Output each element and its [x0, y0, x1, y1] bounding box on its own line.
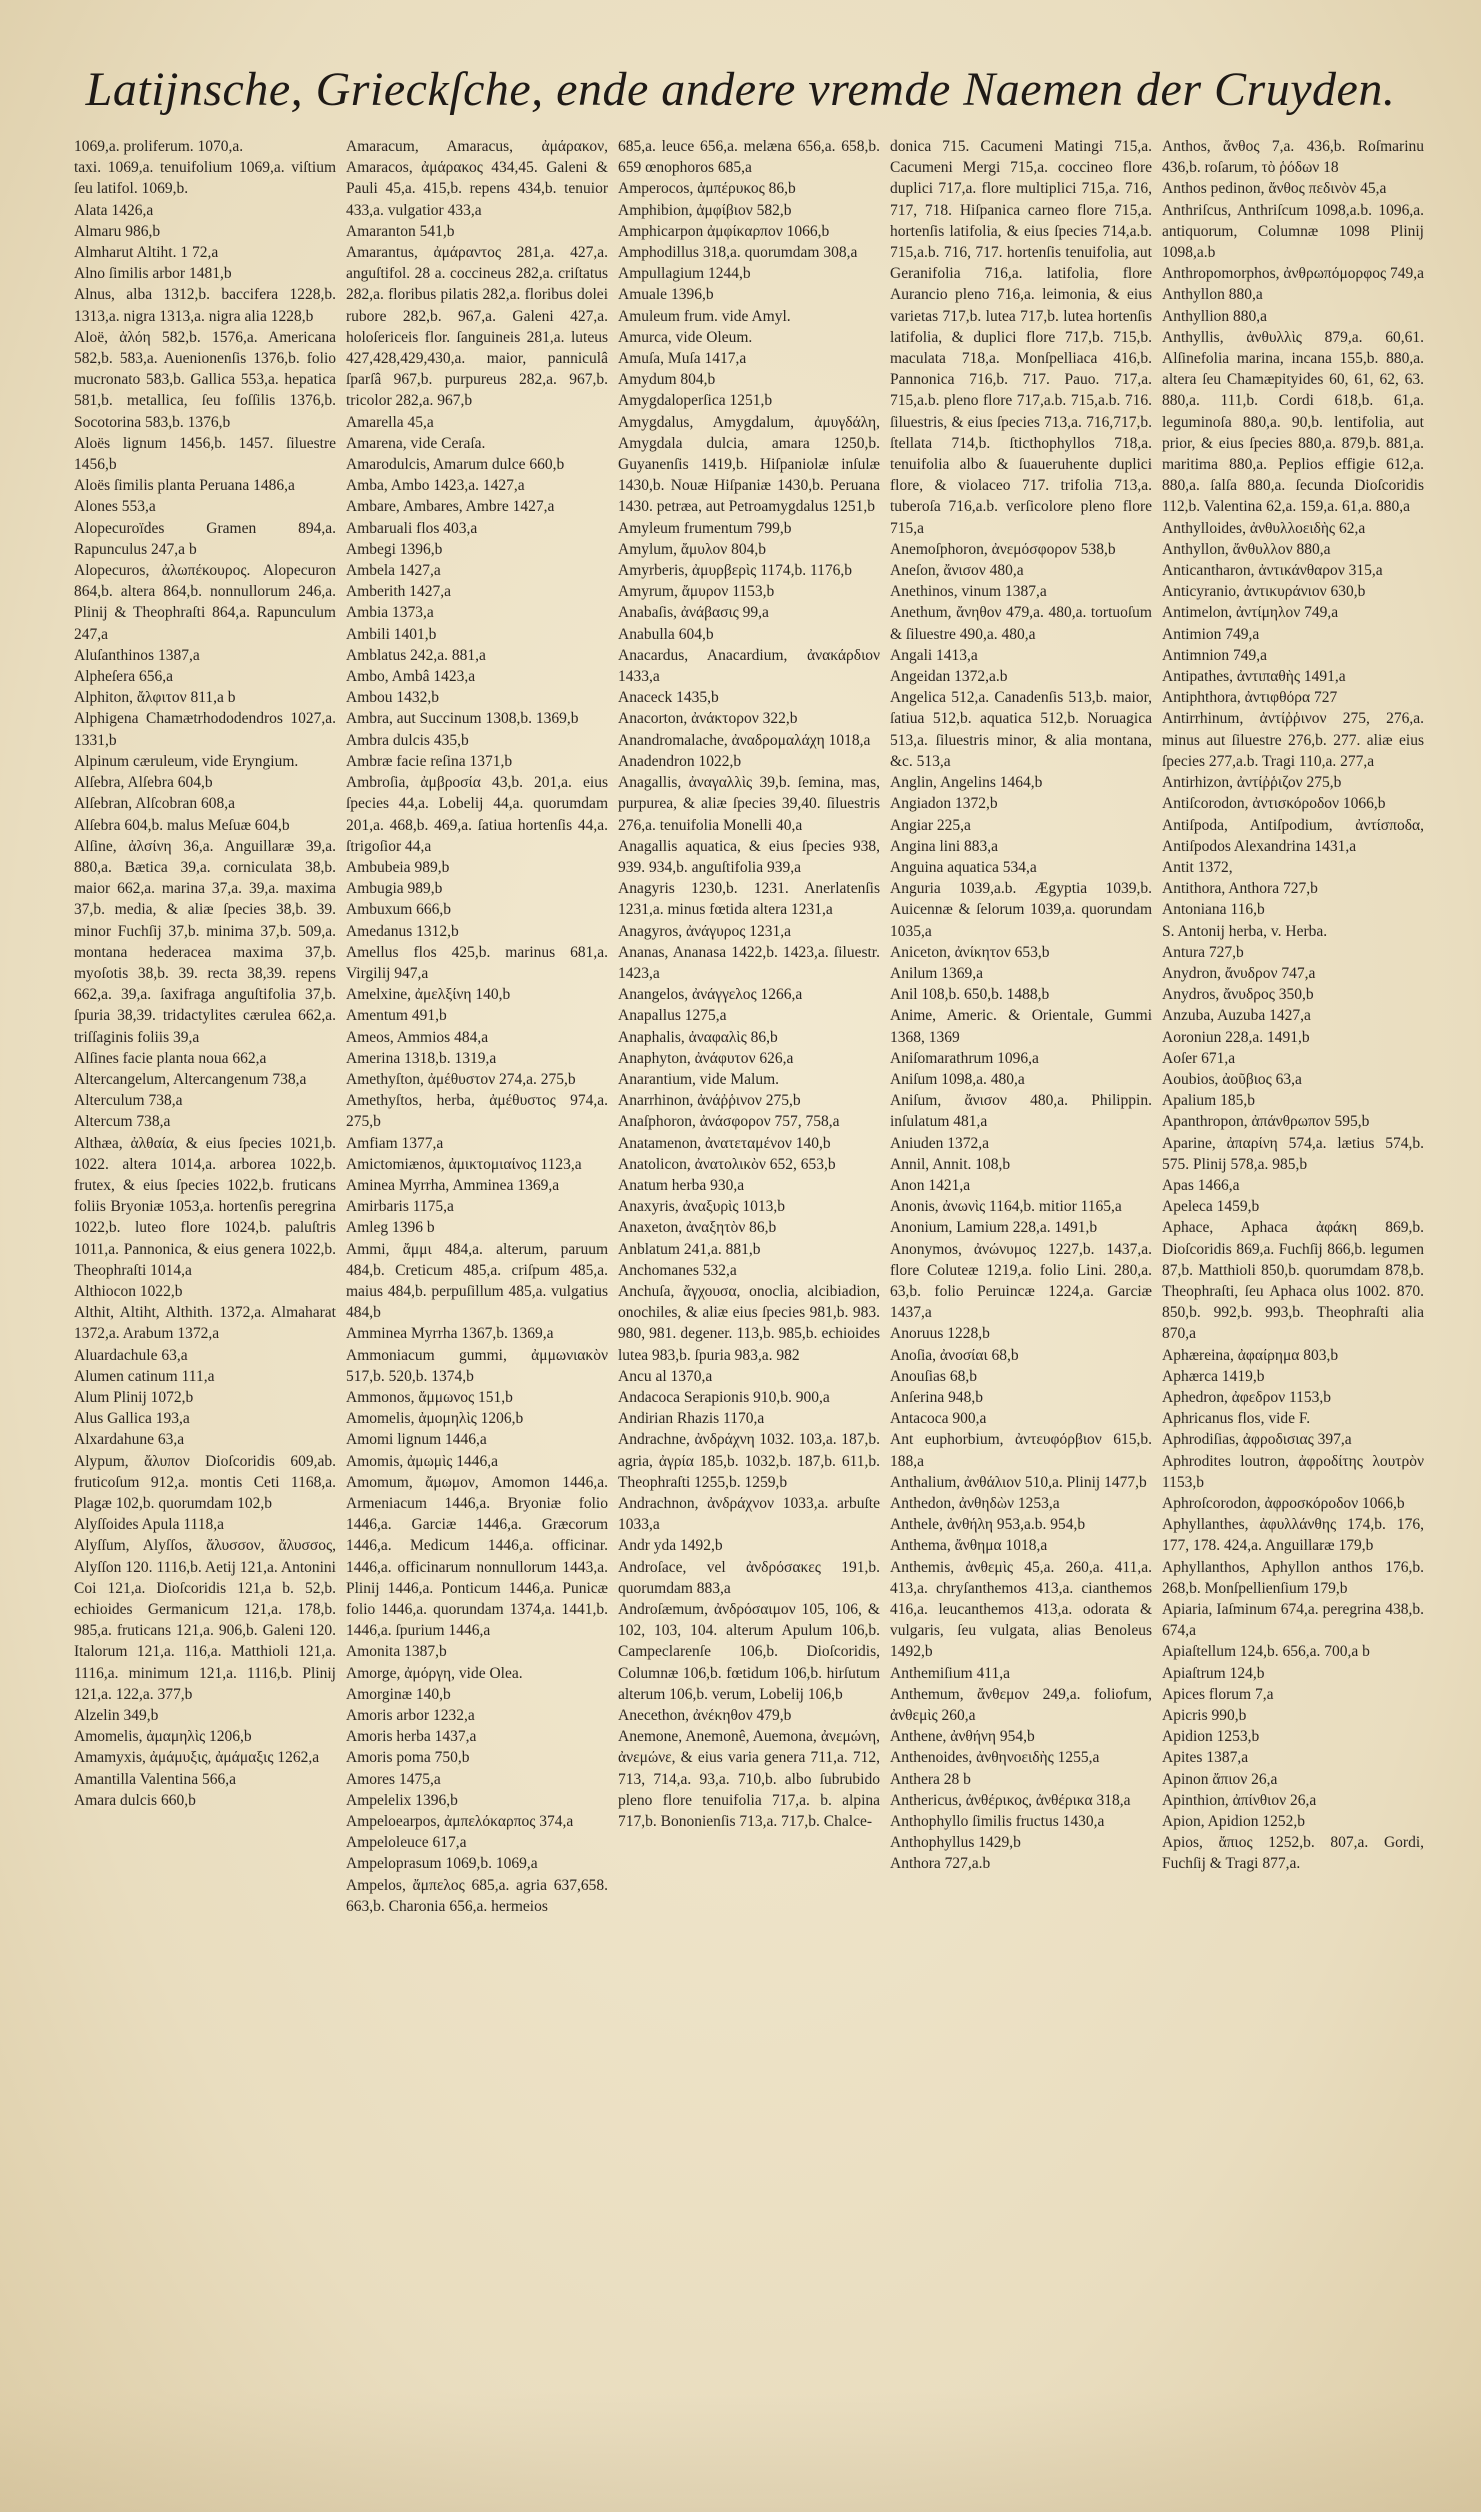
index-entry: Anthene, ἀνθήνη 954,b [890, 1728, 1035, 1746]
index-entry: Aniſum 1098,a. 480,a [890, 1070, 1025, 1088]
index-column-1 [74, 136, 336, 2366]
index-entry: Amaranton 541,b [346, 222, 455, 240]
index-entry: Amoris poma 750,b [346, 1749, 470, 1767]
index-entry: Aphærca 1419,b [1162, 1367, 1265, 1385]
index-entry: Anthora 727,a.b [890, 1855, 991, 1873]
index-entry: Aphrodites loutron, ἀφροδίτης λουτρὸν 1153,b [1162, 1452, 1424, 1491]
index-entry: Anonium, Lamium 228,a. 1491,b [890, 1219, 1098, 1237]
index-entry: Anglin, Angelins 1464,b [890, 774, 1043, 792]
index-entry: Amomi lignum 1446,a [346, 1431, 487, 1449]
index-entry: Antithora, Anthora 727,b [1162, 880, 1318, 898]
index-entry: Annil, Annit. 108,b [890, 1155, 1011, 1173]
index-entry: Antiphthora, ἀντιφθόρα 727 [1162, 689, 1338, 707]
index-entry: Alterculum 738,a [74, 1092, 183, 1110]
index-entry: Anthemiſium 411,a [890, 1664, 1010, 1682]
index-entry: Aniuden 1372,a [890, 1134, 990, 1152]
index-entry: Angali 1413,a [890, 646, 978, 664]
index-entry: Ammi, ἄμμι 484,a. alterum, paruum 484,b. Creticum 485,a. criſpum 485,a. maius 484,b. perpuſillum 485,a. vulgatius 484,b [346, 1240, 608, 1322]
index-entry: Ambroſia, ἀμβροσία 43,b. 201,a. eius ſpecies 44,a. Lobelij 44,a. quorumdam 201,a. 468,b. 469,a. ſatiua hortenſis 44,a. ſtrigoſior 44,a [346, 774, 608, 855]
index-entry: Amylum, ἄμυλον 804,b [618, 540, 766, 558]
index-entry: Ambegi 1396,b [346, 540, 443, 558]
index-entry: Alopecuros, ἀλωπέκουρος. Alopecuron 864,b. altera 864,b. nonnullorum 246,a. Plinij & Theophraſti 864,a. Rapunculum 247,a [74, 562, 336, 643]
index-entry: Antit 1372, [1162, 858, 1233, 876]
index-entry: Anthos pedinon, ἄνθος πεδινὸν 45,a [1162, 180, 1387, 198]
index-entry: Althit, Altiht, Althith. 1372,a. Almaharat 1372,a. Arabum 1372,a [74, 1304, 336, 1343]
index-entry: Amfiam 1377,a [346, 1134, 444, 1152]
index-entry: Anaſphoron, ἀνάσφορον 757, 758,a [618, 1113, 840, 1131]
index-entry: Anabaſis, ἀνάβασις 99,a [618, 604, 769, 622]
index-entry: Amarella 45,a [346, 413, 434, 431]
index-entry: Amamyxis, ἀμάμυξις, ἀμάμαξις 1262,a [74, 1749, 320, 1767]
index-entry: Anaphalis, ἀναφαλὶς 86,b [618, 1028, 778, 1046]
index-entry: Ancu al 1370,a [618, 1367, 713, 1385]
index-entry: Anethinos, vinum 1387,a [890, 583, 1047, 601]
index-entry: Aniceton, ἀνίκητον 653,b [890, 943, 1050, 961]
page-bottom-margin [0, 2392, 1481, 2512]
index-entry: Ammonos, ἄμμωνος 151,b [346, 1388, 513, 1406]
index-entry: Anzuba, Auzuba 1427,a [1162, 1007, 1311, 1025]
index-entry: Alſines facie planta noua 662,a [74, 1049, 267, 1067]
index-entry: Anthenoides, ἀνθηνοειδὴς 1255,a [890, 1749, 1100, 1767]
index-entry: Angeidan 1372,a.b [890, 668, 1008, 686]
index-entry: Anagyros, ἀνάγυρος 1231,a [618, 922, 792, 940]
index-entry: Anagallis, ἀναγαλλὶς 39,b. ſemina, mas, purpurea, & aliæ ſpecies 39,40. ſiluestris 276,a. tenuifolia Monelli 40,a [618, 774, 880, 834]
index-entry: Altercum 738,a [74, 1113, 171, 1131]
index-entry: Althæa, ἀλθαία, & eius ſpecies 1021,b. 1022. altera 1014,a. arborea 1022,b. frutex, & eius ſpecies 1022,b. fruticans foliis Bryoniæ 1053,a. hortenſis peregrina 1022,b. luteo flore 1024,b. paluſtris 1011,a. Pannonica, & eius genera 1022,b. Theophraſti 1014,a [74, 1134, 336, 1279]
index-entry: Antirrhinum, ἀντίῤῥινον 275, 276,a. minus aut ſiluestre 276,b. 277. aliæ eius ſpecies 277,a.b. Tragi 110,a. 277,a [1162, 710, 1424, 770]
index-entry: Alzelin 349,b [74, 1707, 159, 1725]
index-entry: Anagallis aquatica, & eius ſpecies 938, 939. 934,b. anguſtifolia 939,a [618, 837, 880, 876]
index-entry: Alyſſoides Apula 1118,a [74, 1516, 224, 1534]
index-entry: Amygdaloperſica 1251,b [618, 392, 773, 410]
index-entry: Anonis, ἀνωνὶς 1164,b. mitior 1165,a [890, 1198, 1122, 1216]
index-entry: Amara dulcis 660,b [74, 1791, 196, 1809]
index-entry: Aluſanthinos 1387,a [74, 646, 200, 664]
index-entry: Amomelis, ἀμομηλὶς 1206,b [346, 1410, 524, 1428]
index-entry: Ammoniacum gummi, ἀμμωνιακὸν 517,b. 520,b. 1374,b [346, 1346, 608, 1385]
index-entry: Amethyſton, ἀμέθυστον 274,a. 275,b [346, 1070, 576, 1088]
index-entry: Anacardus, Anacardium, ἀνακάρδιον 1433,a [618, 646, 880, 686]
index-entry: Ambia 1373,a [346, 604, 434, 622]
index-entry: Alſine, ἀλσίνη 36,a. Anguillaræ 39,a. 880,a. Bætica 39,a. corniculata 38,b. maior 662,a. marina 37,a. 39,a. maxima 37,b. media, & aliæ ſpecies 38,b. 39. minor Fuchſij 37,b. minima 37,b. 509,a. montana hederacea maxima 37,b. myoſotis 38,b. 39. recta 38,39. repens 662,a. 39,a. ſaxifraga anguſtifolia 37,b. ſpuria 38,39. tridactylites cærulea 662,a. triſſaginis foliis 39,a [74, 837, 336, 1046]
index-entry: Anangelos, ἀνάγγελος 1266,a [618, 986, 803, 1004]
index-entry: Anatum herba 930,a [618, 1176, 745, 1194]
index-entry: Anguria 1039,a.b. Ægyptia 1039,b. Auicennæ & ſelorum 1039,a. quorundam 1035,a [890, 880, 1152, 940]
index-entry: Amentum 491,b [346, 1007, 447, 1025]
index-entry: Andrachne, ἀνδράχνη 1032. 103,a. 187,b. agria, ἀγρία 185,b. 1032,b. 187,b. 611,b. Theophraſti 1255,b. 1259,b [618, 1431, 880, 1491]
index-entry: Anguina aquatica 534,a [890, 858, 1037, 876]
index-entry: Amminea Myrrha 1367,b. 1369,a [346, 1325, 554, 1343]
index-entry: Anthema, ἄνθημα 1018,a [890, 1537, 1048, 1555]
index-entry: Alno ſimilis arbor 1481,b [74, 265, 232, 283]
index-entry: Amyrberis, ἀμυρβερὶς 1174,b. 1176,b [618, 562, 853, 580]
index-entry: Alones 553,a [74, 498, 156, 516]
index-entry: Ambræ facie reſina 1371,b [346, 752, 513, 770]
index-entry: Ambaruali flos 403,a [346, 519, 478, 537]
index-entry: Anandromalache, ἀναδρομαλάχη 1018,a [618, 731, 871, 749]
index-entry: Anchomanes 532,a [618, 1261, 737, 1279]
index-entry: Ambou 1432,b [346, 689, 439, 707]
index-entry: Amarantus, ἀμάραντος 281,a. 427,a. anguſtifol. 28 a. coccineus 282,a. criſtatus 282,a. floribus pilatis 282,a. floribus dolei rubore 282,b. 967,a. Galeni 427,a. holoſericeis flor. ſanguineis 281,a. luteus 427,428,429,430,a. maior, panniculâ ſparſâ 967,b. purpureus 282,a. 967,b. tricolor 282,a. 967,b [346, 244, 608, 410]
index-entry: Alphigena Chamætrhododendros 1027,a. 1331,b [74, 710, 336, 749]
index-entry: Aniſomarathrum 1096,a [890, 1049, 1039, 1067]
index-entry: Antiſcorodon, ἀντισκόροδον 1066,b [1162, 795, 1386, 813]
index-entry: Amaracum, Amaracus, ἀμάρακον, Amaracos, ἀμάρακος 434,45. Galeni & Pauli 45,a. 415,b. repens 434,b. tenuior 433,a. vulgatior 433,a [346, 138, 608, 219]
index-entry: Anonymos, ἀνώνυμος 1227,b. 1437,a. flore Coluteæ 1219,a. folio Lini. 280,a. 63,b. folio Peruincæ 1224,a. Garciæ 1437,a [890, 1240, 1152, 1322]
index-entry: Anthyllon, ἄνθυλλον 880,a [1162, 540, 1331, 558]
index-entry: Ambela 1427,a [346, 562, 441, 580]
index-entry: Amomum, ἄμωμον, Amomon 1446,a. Armeniacum 1446,a. Bryoniæ folio 1446,a. Garciæ 1446,a. Græcorum 1446,a. Medicum 1446,a. officinar. 1446,a. officinarum nonnullorum 1443,a. Plinij 1446,a. Ponticum 1446,a. Punicæ folio 1446,a. quorundam 1374,a. 1441,b. 1446,a. ſpurium 1446,a [346, 1473, 608, 1640]
index-entry: Anthele, ἀνθήλη 953,a.b. 954,b [890, 1516, 1086, 1534]
index-entry: Anthophyllo ſimilis fructus 1430,a [890, 1813, 1105, 1831]
index-entry: Antiſpoda, Antiſpodium, ἀντίσποδα, Antiſpodos Alexandrina 1431,a [1162, 816, 1424, 855]
index-entry: Angelica 512,a. Canadenſis 513,b. maior, ſatiua 512,b. aquatica 512,b. Noruagica 513,a. ſiluestris minor, & alia montana, &c. 513,a [890, 689, 1152, 770]
index-entry: donica 715. Cacumeni Matingi 715,a. Cacumeni Mergi 715,a. coccineo flore duplici 717,a. flore multiplici 715,a. 716, 717, 718. Hiſpanica carneo flore 715,a. hortenſis latifolia, & eius ſpecies 714,a.b. 715,a.b. 716, 717. hortenſis tenuifolia, aut Geranifolia 716,a. latifolia, flore Aurancio pleno 716,a. leimonia, & eius varietas 717,b. lutea 717,b. lutea hortenſis latifolia, & duplici flore 717,b. 715,b. maculata 718,a. Monſpelliaca 416,b. Pannonica 716,b. 717. Pauo. 717,a. 715,a.b. pleno flore 717,a.b. 715,a.b. 716. ſiluestris, & eius ſpecies 713,a. 716,717,b. ſtellata 714,b. ſticthophyllos 718,a. tenuifolia albo & ſuaueruhente duplici flore, & violaceo 717. trifolia 713,a. tuberoſa 716,a.b. verſicolore pleno flore 715,a [890, 138, 1152, 537]
index-entry: Anaxyris, ἀναξυρὶς 1013,b [618, 1198, 785, 1216]
index-entry: Aphyllanthos, Aphyllon anthos 176,b. 268,b. Monſpellienſium 179,b [1162, 1558, 1424, 1597]
index-entry: Amphicarpon ἀμφίκαρπον 1066,b [618, 222, 830, 240]
index-entry: Anacorton, ἀνάκτορον 322,b [618, 710, 798, 728]
index-entry: Amerina 1318,b. 1319,a [346, 1049, 497, 1067]
index-entry: Aneſon, ἄνισον 480,a [890, 562, 1024, 580]
index-column-3 [618, 136, 880, 2366]
index-entry: Anydron, ἄνυδρον 747,a [1162, 964, 1316, 982]
index-entry: Aluardachule 63,a [74, 1346, 188, 1364]
index-entry: Aphæreina, ἀφαίρημα 803,b [1162, 1346, 1339, 1364]
index-entry: Ampelos, ἄμπελος 685,a. agria 637,658. 663,b. Charonia 656,a. hermeios [346, 1876, 608, 1915]
index-entry: Almaru 986,b [74, 222, 161, 240]
index-entry: Amethyſtos, herba, ἀμέθυστος 974,a. 275,b [346, 1092, 608, 1131]
index-entry: Antipathes, ἀντιπαθὴς 1491,a [1162, 668, 1346, 686]
index-entry: Aphricanus flos, vide F. [1162, 1410, 1311, 1428]
index-entry: Alxardahune 63,a [74, 1431, 185, 1449]
index-entry: Anatolicon, ἀνατολικὸν 652, 653,b [618, 1155, 836, 1173]
index-entry: Apios, ἄπιος 1252,b. 807,a. Gordi, Fuchſij & Tragi 877,a. [1162, 1834, 1424, 1873]
index-entry: Ampeloearpos, ἀμπελόκαρπος 374,a [346, 1813, 574, 1831]
index-column-4 [890, 136, 1152, 2366]
index-entry: Androſæmum, ἀνδρόσαιμον 105, 106, & 102, 103, 104. alterum Apulum 106,b. Campeclarenſe 106,b. Dioſcoridis, Columnæ 106,b. fœtidum 106,b. hirſutum alterum 106,b. verum, Lobelij 106,b [618, 1601, 880, 1703]
page-title: Latijnsche, Grieckſche, ende andere vremde Naemen der Cruyden. [85, 63, 1396, 116]
index-entry: Anchuſa, ἄγχουσα, onoclia, alcibiadion, onochiles, & aliæ eius ſpecies 981,b. 983. 980, 981. degener. 113,b. 985,b. echioides lutea 983,b. ſpuria 983,a. 982 [618, 1282, 880, 1364]
index-entry: Anthyllon 880,a [1162, 286, 1263, 304]
index-entry: Apiaſtellum 124,b. 656,a. 700,a b [1162, 1643, 1370, 1661]
index-entry: Amarena, vide Ceraſa. [346, 434, 486, 452]
index-entry: Anſerina 948,b [890, 1388, 983, 1406]
index-entry: Ampullagium 1244,b [618, 265, 751, 283]
index-entry: Antimion 749,a [1162, 625, 1260, 643]
index-entry: Aoubios, ἀοῦβιος 63,a [1162, 1070, 1302, 1088]
index-entry: Angiar 225,a [890, 816, 971, 834]
index-entry: Anthriſcus, Anthriſcum 1098,a.b. 1096,a. antiquorum, Columnæ 1098 Plinij 1098,a.b [1162, 201, 1424, 262]
index-entry: Amuſa, Muſa 1417,a [618, 350, 747, 368]
index-entry: Ampeloprasum 1069,b. 1069,a [346, 1855, 538, 1873]
index-entry: Apites 1387,a [1162, 1749, 1249, 1767]
index-entry: Amblatus 242,a. 881,a [346, 646, 486, 664]
index-entry: Amorge, ἀμόργη, vide Olea. [346, 1664, 523, 1682]
index-entry: Anoſia, ἀνοσίαι 68,b [890, 1346, 1019, 1364]
index-entry: Apion, Apidion 1252,b [1162, 1813, 1305, 1831]
index-entry: Anthericus, ἀνθέρικος, ἀνθέρικα 318,a [890, 1791, 1131, 1809]
index-entry: Amomelis, ἀμαμηλὶς 1206,b [74, 1728, 252, 1746]
index-entry: Anon 1421,a [890, 1176, 971, 1194]
index-entry: S. Antonij herba, v. Herba. [1162, 922, 1328, 940]
index-entry: Antimelon, ἀντίμηλον 749,a [1162, 604, 1339, 622]
index-entry: Altercangelum, Altercangenum 738,a [74, 1070, 307, 1088]
index-entry: Antirhizon, ἀντίῤῥιζον 275,b [1162, 774, 1342, 792]
index-column-2 [346, 136, 608, 2366]
index-entry: Amorginæ 140,b [346, 1685, 451, 1703]
index-entry: Anabulla 604,b [618, 625, 714, 643]
index-entry: Amantilla Valentina 566,a [74, 1770, 236, 1788]
index-entry: Apalium 185,b [1162, 1092, 1255, 1110]
index-entry: Anilum 1369,a [890, 964, 983, 982]
index-entry: Anadendron 1022,b [618, 752, 742, 770]
index-entry: Aniſum, ἄνισον 480,a. Philippin. inſulatum 481,a [890, 1092, 1152, 1131]
index-entry: Aphrodiſias, ἀφροδισιας 397,a [1162, 1431, 1352, 1449]
index-entry: Apinon ἄπιον 26,a [1162, 1770, 1278, 1788]
index-entry: Aoſer 671,a [1162, 1049, 1236, 1067]
index-entry: Alopecuroïdes Gramen 894,a. Rapunculus 247,a b [74, 519, 336, 558]
index-entry: Amarodulcis, Amarum dulce 660,b [346, 456, 565, 474]
index-entry: Anthropomorphos, ἀνθρωπόμορφος 749,a [1162, 265, 1424, 283]
index-entry: Ambra dulcis 435,b [346, 731, 469, 749]
index-entry: Antura 727,b [1162, 943, 1244, 961]
index-entry: Amuleum frum. vide Amyl. [618, 307, 791, 325]
index-entry: Antoniana 116,b [1162, 901, 1265, 919]
index-entry: Aloës lignum 1456,b. 1457. ſiluestre 1456,b [74, 434, 336, 474]
index-entry: Amyrum, ἄμυρον 1153,b [618, 583, 775, 601]
index-entry: Anouſias 68,b [890, 1367, 977, 1385]
index-entry: Amydum 804,b [618, 371, 716, 389]
index-entry: Anil 108,b. 650,b. 1488,b [890, 986, 1050, 1004]
index-entry: Aphroſcorodon, ἀφροσκόροδον 1066,b [1162, 1495, 1405, 1512]
index-entry: Apinthion, ἀπίνθιον 26,a [1162, 1791, 1317, 1809]
index-entry: Anapallus 1275,a [618, 1007, 727, 1025]
index-entry: Andr yda 1492,b [618, 1537, 723, 1555]
index-entry: Amuale 1396,b [618, 286, 714, 304]
index-entry: Angina lini 883,a [890, 837, 999, 855]
index-entry: Ant euphorbium, ἀντευφόρβιον 615,b. 188,a [890, 1431, 1152, 1470]
index-entry: Amonita 1387,b [346, 1643, 447, 1661]
index-entry: Antacoca 900,a [890, 1410, 987, 1428]
index-entry: Aloës ſimilis planta Peruana 1486,a [74, 477, 295, 495]
index-entry: Anarrhinon, ἀνάῤῥινον 275,b [618, 1092, 801, 1110]
index-entry: Ambubeia 989,b [346, 858, 450, 876]
index-entry: Anemoſphoron, ἀνεμόσφορον 538,b [890, 540, 1116, 558]
index-column-5 [1162, 136, 1424, 2366]
index-entry: Anethum, ἄνηθον 479,a. 480,a. tortuoſum & ſiluestre 490,a. 480,a [890, 604, 1152, 643]
index-entry: Anemone, Anemonê, Auemona, ἀνεμώνη, ἀνεμώνε, & eius varia genera 711,a. 712, 713, 714,a. 93,a. 710,b. albo ſubrubido pleno flore tenuifolia 717,a. b. alpina 717,b. Bononienſis 713,a. 717,b. Chalce- [618, 1728, 880, 1831]
index-entry: Ambare, Ambares, Ambre 1427,a [346, 498, 555, 516]
index-entry: Althiocon 1022,b [74, 1282, 183, 1300]
index-entry: Amygdalus, Amygdalum, ἀμυγδάλη, Amygdala dulcia, amara 1250,b. Guyanenſis 1419,b. Hiſpaniolæ inſulæ 1430,b. Nouæ Hiſpaniæ 1430,b. Peruana 1430. petræa, aut Petroamygdalus 1251,b [618, 413, 880, 516]
index-entry: Anthedon, ἀνθηδὼν 1253,a [890, 1495, 1060, 1512]
index-entry: Antimnion 749,a [1162, 646, 1268, 664]
index-entry: Amirbaris 1175,a [346, 1198, 454, 1216]
index-entry: Anaphyton, ἀνάφυτον 626,a [618, 1049, 794, 1067]
index-entry: Amoris herba 1437,a [346, 1728, 477, 1746]
index-entry: Apiaria, Iaſminum 674,a. peregrina 438,b. 674,a [1162, 1601, 1424, 1640]
index-entry: Alyſſum, Alyſſos, ἄλυσσον, ἄλυσσος, Alyſſon 120. 1116,b. Aetij 121,a. Antonini Coi 121,a. Dioſcoridis 121,a b. 52,b. echioides Germanicum 121,a. 178,b. 985,a. fruticans 121,a. 906,b. Galeni 120. Italorum 121,a. 116,a. Matthioli 121,a. 1116,a. minimum 121,a. 1116,b. Plinij 121,a. 122,a. 377,b [74, 1537, 336, 1703]
index-entry: Amyleum frumentum 799,b [618, 519, 792, 537]
index-entry: Andacoca Serapionis 910,b. 900,a [618, 1388, 830, 1406]
index-entry: Ananas, Ananasa 1422,b. 1423,a. ſiluestr. 1423,a [618, 943, 880, 982]
index-columns [74, 136, 1424, 2366]
index-entry: Amurca, vide Oleum. [618, 328, 753, 346]
index-entry: Anaxeton, ἀναξητὸν 86,b [618, 1219, 777, 1237]
index-entry: Apas 1466,a [1162, 1176, 1240, 1194]
index-entry: Amedanus 1312,b [346, 922, 459, 940]
index-entry: taxi. 1069,a. tenuifolium 1069,a. viſtium ſeu latifol. 1069,b. [74, 159, 336, 198]
index-entry: Androſace, vel ἀνδρόσακες 191,b. quorumdam 883,a [618, 1558, 880, 1597]
index-entry: Apanthropon, ἀπάνθρωπον 595,b [1162, 1113, 1370, 1131]
index-entry: Anecethon, ἀνέκηθον 479,b [618, 1707, 792, 1725]
index-entry: Anarantium, vide Malum. [618, 1070, 779, 1088]
index-entry: Anaceck 1435,b [618, 689, 719, 707]
index-entry: Anthylloides, ἀνθυλλοειδὴς 62,a [1162, 519, 1366, 537]
index-entry: Apicris 990,b [1162, 1707, 1247, 1725]
index-entry: Anthophyllus 1429,b [890, 1834, 1021, 1852]
index-entry: Amba, Ambo 1423,a. 1427,a [346, 477, 525, 495]
index-entry: Amberith 1427,a [346, 583, 452, 601]
index-entry: Alypum, ἄλυπον Dioſcoridis 609,ab. fruticoſum 912,a. montis Ceti 1168,a. Plagæ 102,b. quorumdam 102,b [74, 1452, 336, 1512]
index-entry: Andirian Rhazis 1170,a [618, 1410, 765, 1428]
index-entry: Anoruus 1228,b [890, 1325, 990, 1343]
index-entry: Ambugia 989,b [346, 880, 443, 898]
index-entry: Anthyllion 880,a [1162, 307, 1268, 325]
index-entry: Amictomiænos, ἀμικτομιαίνος 1123,a [346, 1155, 582, 1173]
index-entry: Andrachnon, ἀνδράχνον 1033,a. arbuſte 1033,a [618, 1495, 880, 1534]
index-entry: Anticyranio, ἀντικυράνιον 630,b [1162, 583, 1366, 601]
index-entry: Ambo, Ambâ 1423,a [346, 668, 476, 686]
index-entry: Amphibion, ἀμφίβιον 582,b [618, 201, 792, 219]
index-entry: Alnus, alba 1312,b. baccifera 1228,b. 1313,a. nigra 1313,a. nigra alia 1228,b [74, 286, 336, 325]
index-entry: 1069,a. proliferum. 1070,a. [74, 138, 244, 155]
index-entry: Ambuxum 666,b [346, 901, 452, 919]
index-entry: Ambili 1401,b [346, 625, 437, 643]
index-entry: Apiaſtrum 124,b [1162, 1664, 1265, 1682]
index-entry: Amomis, ἀμωμὶς 1446,a [346, 1452, 499, 1470]
index-entry: Aphyllanthes, ἀφυλλάνθης 174,b. 176, 177, 178. 424,a. Anguillaræ 179,b [1162, 1516, 1424, 1555]
index-entry: Ameos, Ammios 484,a [346, 1028, 489, 1046]
index-entry: 685,a. leuce 656,a. melæna 656,a. 658,b. 659 œnophoros 685,a [618, 138, 880, 177]
index-entry: Alphiton, ἄλφιτον 811,a b [74, 689, 236, 707]
index-entry: Anatamenon, ἀνατεταμένον 140,b [618, 1134, 831, 1152]
index-entry: Anthemum, ἄνθεμον 249,a. foliofum, ἀνθεμὶς 260,a [890, 1685, 1152, 1725]
index-entry: Anydros, ἄνυδρος 350,b [1162, 986, 1314, 1004]
index-entry: Ampelelix 1396,b [346, 1791, 458, 1809]
index-entry: Anticantharon, ἀντικάνθαρον 315,a [1162, 562, 1383, 580]
index-entry: Alpheſera 656,a [74, 668, 173, 686]
index-entry: Almharut Altiht. 1 72,a [74, 244, 219, 262]
index-entry: Apices florum 7,a [1162, 1685, 1274, 1703]
index-entry: Amores 1475,a [346, 1770, 441, 1788]
index-entry: Angiadon 1372,b [890, 795, 998, 813]
index-entry: Amleg 1396 b [346, 1219, 435, 1237]
index-entry: Aphace, Aphaca ἀφάκη 869,b. Dioſcoridis 869,a. Fuchſij 866,b. legumen 87,b. Matthioli 850,b. quorumdam 878,b. Theophraſti, ſeu Aphaca olus 1002. 870. 850,b. 992,b. 993,b. Theophraſti alia 870,a [1162, 1219, 1424, 1343]
index-entry: Amoris arbor 1232,a [346, 1707, 475, 1725]
index-entry: Alſebra 604,b. malus Meſuæ 604,b [74, 816, 290, 834]
index-entry: Ambra, aut Succinum 1308,b. 1369,b [346, 710, 579, 728]
index-entry: Alum Plinij 1072,b [74, 1388, 194, 1406]
index-entry: Aminea Myrrha, Amminea 1369,a [346, 1176, 560, 1194]
index-entry: Anthos, ἄνθος 7,a. 436,b. Roſmarinu 436,b. roſarum, τὸ ῥόδων 18 [1162, 138, 1424, 177]
index-entry: Aoroniun 228,a. 1491,b [1162, 1028, 1310, 1046]
index-entry: Alſebra, Alſebra 604,b [74, 774, 213, 792]
index-entry: Anthemis, ἀνθεμὶς 45,a. 260,a. 411,a. 413,a. chryſanthemos 413,a. cianthemos 416,a. leucanthemos 413,a. odorata & vulgaris, ſeu vulgata, alias Benoleus 1492,b [890, 1558, 1152, 1661]
index-entry: Alus Gallica 193,a [74, 1410, 190, 1428]
index-entry: Aloë, ἀλόη 582,b. 1576,a. Americana 582,b. 583,a. Auenionenſis 1376,b. folio mucronato 583,b. Gallica 553,a. hepatica 581,b. metallica, ſeu foſſilis 1376,b. Socotorina 583,b. 1376,b [74, 328, 336, 431]
index-entry: Amelxine, ἀμελξίνη 140,b [346, 986, 511, 1004]
index-entry: Anblatum 241,a. 881,b [618, 1240, 761, 1258]
index-entry: Anthyllis, ἀνθυλλὶς 879,a. 60,61. Alſinefolia marina, incana 155,b. 880,a. altera ſeu Chamæpityides 60, 61, 62, 63. 880,a. 111,b. Cordi 618,b. 61,a. leguminoſa 880,a. 90,b. lentifolia, aut prior, & eius ſpecies 880,a. 879,b. 881,a. maritima 880,a. Peplios effigie 612,a. 880,a. ſalſa 880,a. ſecunda Dioſcoridis 112,b. Valentina 62,a. 159,a. 61,a. 880,a [1162, 328, 1424, 516]
index-entry: Anthera 28 b [890, 1770, 971, 1788]
index-entry: Anthalium, ἀνθάλιον 510,a. Plinij 1477,b [890, 1473, 1147, 1491]
index-entry: Anime, Americ. & Orientale, Gummi 1368, 1369 [890, 1007, 1152, 1046]
index-entry: Aphedron, ἀφεδρον 1153,b [1162, 1388, 1332, 1406]
index-entry: Amellus flos 425,b. marinus 681,a. Virgilij 947,a [346, 943, 608, 982]
index-entry: Apeleca 1459,b [1162, 1198, 1260, 1216]
index-entry: Alata 1426,a [74, 201, 154, 219]
index-entry: Amphodillus 318,a. quorumdam 308,a [618, 244, 858, 262]
index-entry: Alumen catinum 111,a [74, 1367, 215, 1385]
index-entry: Ampeloleuce 617,a [346, 1834, 467, 1852]
index-entry: Aparine, ἀπαρίνη 574,a. lætius 574,b. 575. Plinij 578,a. 985,b [1162, 1134, 1424, 1173]
index-entry: Anagyris 1230,b. 1231. Anerlatenſis 1231,a. minus fœtida altera 1231,a [618, 880, 880, 919]
index-entry: Alſebran, Alſcobran 608,a [74, 795, 235, 813]
index-entry: Alpinum cæruleum, vide Eryngium. [74, 752, 299, 770]
index-entry: Apidion 1253,b [1162, 1728, 1260, 1746]
index-entry: Amperocos, ἀμπέρυκος 86,b [618, 180, 796, 198]
